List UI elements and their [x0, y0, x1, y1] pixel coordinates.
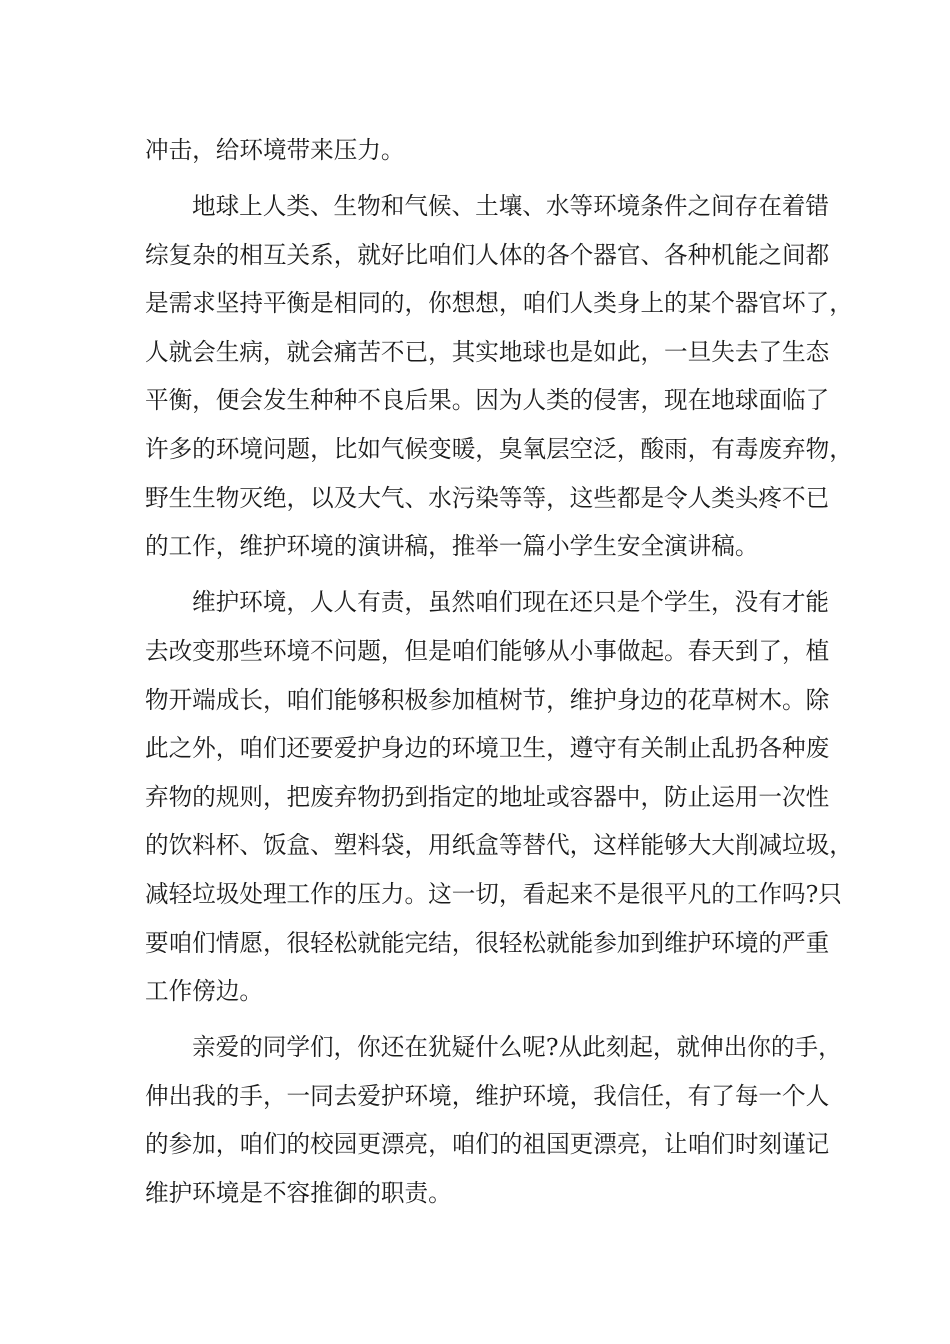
text-line: 野生生物灭绝，以及大气、水污染等等，这些都是令人类头疼不已 — [145, 483, 830, 512]
text-line: 减轻垃圾处理工作的压力。这一切，看起来不是很平凡的工作吗?只 — [145, 879, 842, 908]
paragraph — [145, 578, 853, 1015]
text-line: 亲爱的同学们，你还在犹疑什么呢?从此刻起，就伸出你的手， — [192, 1033, 842, 1062]
text-line: 的饮料杯、饭盒、塑料袋，用纸盒等替代，这样能够大大削减垃圾， — [145, 831, 853, 860]
text-line: 综复杂的相互关系，就好比咱们人体的各个器官、各种机能之间都 — [145, 240, 830, 269]
paragraph — [145, 126, 825, 175]
paragraph — [145, 182, 853, 571]
text-line: 维护环境，人人有责，虽然咱们现在还只是个学生，没有才能 — [192, 588, 830, 617]
text-line: 物开端成长，咱们能够积极参加植树节，维护身边的花草树木。除 — [145, 685, 830, 714]
text-line: 去改变那些环境不问题，但是咱们能够从小事做起。春天到了，植 — [145, 636, 830, 665]
text-line: 的参加，咱们的校园更漂亮，咱们的祖国更漂亮，让咱们时刻谨记 — [145, 1130, 830, 1159]
text-line: 地球上人类、生物和气候、土壤、水等环境条件之间存在着错 — [192, 192, 830, 221]
text-line: 平衡，便会发生种种不良后果。因为人类的侵害，现在地球面临了 — [145, 386, 830, 415]
text-line: 冲击，给环境带来压力。 — [145, 136, 405, 164]
text-line: 许多的环境问题，比如气候变暖，臭氧层空泛，酸雨，有毒废弃物， — [145, 435, 853, 464]
text-line: 维护环境是不容推御的职责。 — [145, 1178, 452, 1207]
text-line: 弃物的规则，把废弃物扔到指定的地址或容器中，防止运用一次性 — [145, 782, 830, 811]
text-line: 是需求坚持平衡是相同的，你想想，咱们人类身上的某个器官坏了， — [145, 289, 853, 318]
text-line: 要咱们情愿，很轻松就能完结，很轻松就能参加到维护环境的严重 — [145, 928, 830, 957]
text-line: 的工作，维护环境的演讲稿，推举一篇小学生安全演讲稿。 — [145, 532, 759, 561]
text-line: 人就会生病，就会痛苦不已，其实地球也是如此，一旦失去了生态 — [145, 337, 830, 366]
text-line: 伸出我的手，一同去爱护环境，维护环境，我信任，有了每一个人 — [145, 1081, 830, 1110]
text-line: 工作傍边。 — [145, 977, 263, 1006]
paragraph — [145, 1023, 842, 1217]
text-line: 此之外，咱们还要爱护身边的环境卫生，遵守有关制止乱扔各种废 — [145, 734, 830, 763]
document-body — [145, 126, 853, 1218]
